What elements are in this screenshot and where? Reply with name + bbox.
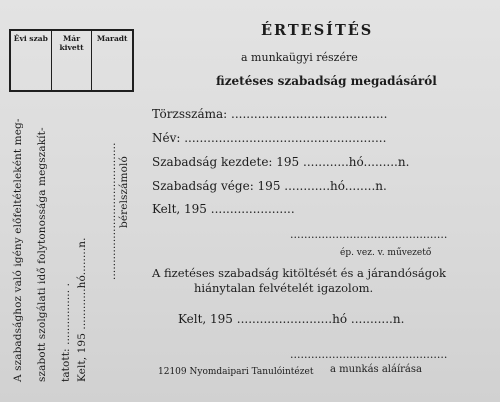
left-text-line-3: tatott: ................ . <box>60 282 72 382</box>
annual-leave-label: Évi szab <box>13 34 48 43</box>
supervisor-signature-label: ép. vez. v. művezető <box>340 248 432 258</box>
field-leave-end: Szabadság vége: 195 ............hó........n. <box>152 179 387 193</box>
leave-summary-boxes <box>9 29 134 92</box>
supervisor-signature-line: ............................................. <box>290 228 448 241</box>
taken-leave-box <box>52 31 93 90</box>
left-signature-label: bérelszámoló <box>118 156 130 228</box>
annual-leave-box <box>11 31 52 90</box>
field-employee-number: Törzsszáma: ......................................... <box>152 107 388 121</box>
remaining-leave-label: Maradt <box>96 34 128 43</box>
remaining-leave-box <box>92 31 132 90</box>
form-heading: fizetéses szabadság megadásáról <box>216 74 437 88</box>
field-leave-start: Szabadság kezdete: 195 ............hó.........n. <box>152 155 410 169</box>
worker-signature-label: a munkás aláírása <box>330 364 422 375</box>
left-text-line-1: A szabadsághoz való igény előfeltételeként meg- <box>12 118 24 382</box>
left-kelt-line: Kelt, 195 ............hó........n. <box>76 237 88 382</box>
confirmation-date: Kelt, 195 .........................hó ...........n. <box>178 312 405 326</box>
confirmation-line-1: A fizetéses szabadság kitöltését és a járandóságok <box>152 266 446 280</box>
printer-imprint: 12109 Nyomdaipari Tanulóintézet <box>158 367 314 377</box>
taken-leave-label: Már kivett <box>59 34 84 52</box>
form-subtitle: a munkaügyi részére <box>241 51 358 64</box>
left-signature-line: ........................................ <box>106 142 118 280</box>
left-text-line-2: szabott szolgálati idő folytonossága megszakít- <box>36 127 48 382</box>
confirmation-line-2: hiánytalan felvételét igazolom. <box>194 281 374 295</box>
worker-signature-line: ............................................. <box>290 348 448 361</box>
field-name: Név: ..................................................... <box>152 131 387 145</box>
field-date: Kelt, 195 ...................... <box>152 202 295 216</box>
form-title: ÉRTESÍTÉS <box>261 22 374 39</box>
